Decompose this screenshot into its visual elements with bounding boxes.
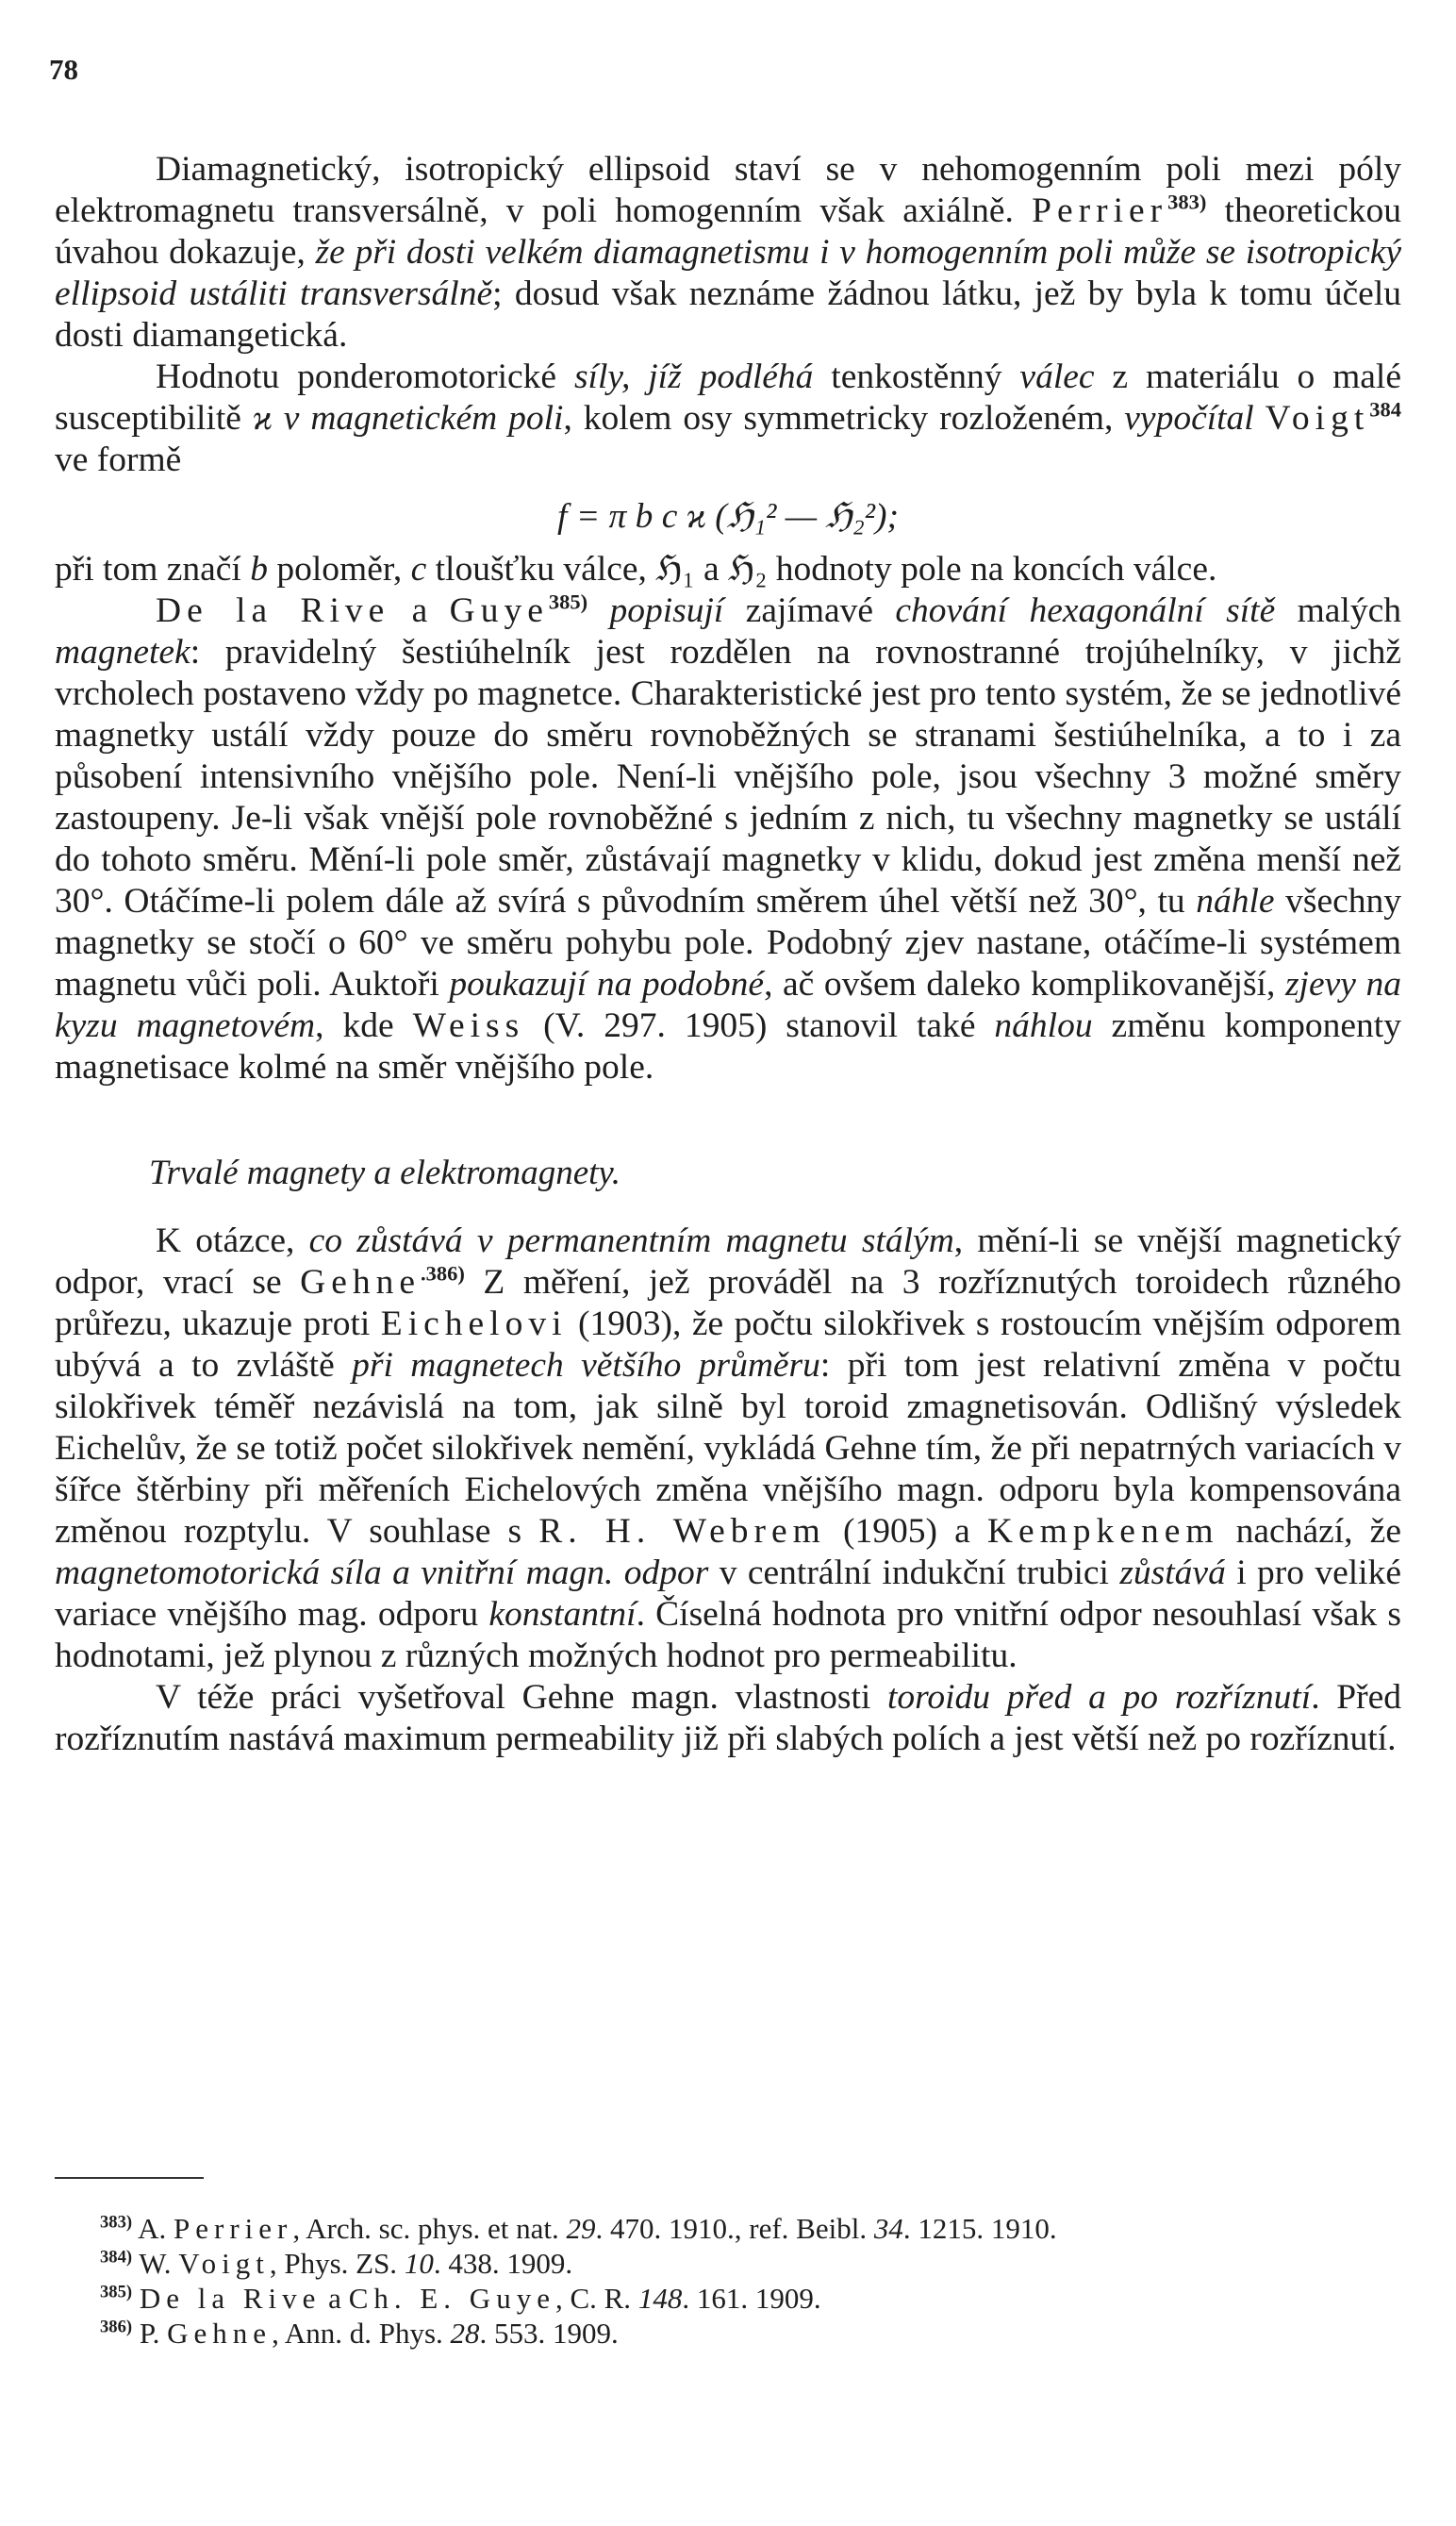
- footnote-385: [55, 2281, 1401, 2316]
- text-run: [587, 591, 609, 630]
- emphasis-text: náhle: [1196, 882, 1275, 921]
- text-run: a: [321, 2282, 349, 2315]
- reference-number: 383): [1167, 190, 1207, 214]
- author-name: R. H. Webrem: [538, 1512, 826, 1551]
- text-run: . 438. 1909.: [433, 2247, 573, 2280]
- author-name: Voigt: [178, 2247, 270, 2280]
- author-name: De la Rive: [139, 2282, 322, 2315]
- author-name: Guye: [449, 591, 549, 630]
- text-run: . 553. 1909.: [479, 2317, 619, 2350]
- reference-number: 383): [100, 2212, 133, 2233]
- author-name: Eichelovi: [380, 1305, 568, 1343]
- text-run: poloměr,: [267, 550, 411, 589]
- author-name: De la Rive: [156, 591, 390, 630]
- footnote-rule: [55, 2177, 204, 2179]
- emphasis-text: zjevy na kyzu magnetovém: [55, 965, 1401, 1045]
- text-run: nachází, že: [1218, 1512, 1401, 1551]
- text-run: K otázce,: [156, 1221, 309, 1260]
- paragraph-hexagonal-net: [55, 590, 1401, 1089]
- emphasis-text: co zůstává v permanentním magnetu stálým: [308, 1221, 954, 1260]
- text-run: A.: [132, 2212, 174, 2245]
- footnotes: [55, 2211, 1401, 2351]
- footnote-386: [55, 2316, 1401, 2351]
- text-run: Diamagnetický, isotropický ellipsoid staví se v nehomogenním poli mezi póly elektromagnetu transversálně, v poli homogenním však axiálně.: [55, 150, 1401, 230]
- emphasis-text: b: [250, 550, 268, 589]
- text-run: ve formě: [55, 440, 182, 479]
- paragraph-permanent-magnets: [55, 1221, 1401, 1677]
- text-run: , Arch. sc. phys. et nat.: [292, 2212, 567, 2245]
- text-run: při tom značí: [55, 550, 251, 589]
- text-run: . Před rozříznutím nastává maximum permeability již při slabých polích a jest větší než po rozříznutí.: [55, 1678, 1401, 1758]
- text-run: tloušťku válce, ℌ₁ a ℌ₂ hodnoty pole na koncích válce.: [426, 550, 1217, 589]
- section-heading: Trvalé magnety a elektromagnety.: [149, 1154, 621, 1192]
- text-run: ; dosud však neznáme žádnou látku, jež by byla k tomu účelu dosti diamangetická.: [55, 274, 1401, 355]
- text-run: : pravidelný šestiúhelník jest rozdělen na rovnostranné trojúhelníky, v jichž vrcholech postaveno vždy po magnetce. Charakteristické jest pro tento systém, že se jednotlivé magnetky ustálí vždy pouze do směru rovnoběžných se stranami šestiúhelníka, a to i za působení intensivního vnějšího pole. Není-li vnějšího pole, jsou všechny 3 možné směry zastoupeny. Je-li však vnější pole rovnoběžné s jedním z nich, tu všechny magnetky se ustálí do tohoto směru. Mění-li pole směr, zůstávají magnetky v klidu, dokud jest změna menší než 30°. Otáčíme-li polem dále až svírá s původním směrem úhel větší než 30°, tu: [55, 633, 1401, 921]
- author-name: Gehne: [167, 2317, 273, 2350]
- emphasis-text: 34: [873, 2212, 903, 2245]
- text-run: z materiálu o malé susceptibilitě: [55, 357, 1401, 438]
- emphasis-text: 28: [450, 2317, 480, 2350]
- text-run: . 161. 1909.: [682, 2282, 821, 2315]
- text-run: i pro veliké variace vnějšího mag. odporu: [55, 1554, 1401, 1634]
- emphasis-text: c: [410, 550, 427, 589]
- paragraph-ellipsoid: [55, 149, 1401, 357]
- emphasis-text: ϰ v magnetickém poli: [252, 399, 564, 438]
- text-run: malých: [1275, 591, 1401, 630]
- emphasis-text: 10: [404, 2247, 434, 2280]
- emphasis-text: síly, jíž podléhá: [573, 357, 814, 396]
- paragraph-toroid: [55, 1677, 1401, 1760]
- body-text: [55, 149, 1401, 1760]
- text-run: , mění-li se vnější magnetický odpor, vrací se: [55, 1221, 1401, 1302]
- reference-number: 384: [1369, 397, 1401, 422]
- emphasis-text: zůstává: [1119, 1554, 1226, 1592]
- footnote-384: [55, 2246, 1401, 2281]
- text-run: . Číselná hodnota pro vnitřní odpor nesouhlasí však s hodnotami, jež plynou z různých možných hodnot pro permeabilitu.: [55, 1595, 1401, 1675]
- emphasis-text: poukazují na podobné: [449, 965, 765, 1004]
- text-run: Hodnotu ponderomotorické: [156, 357, 574, 396]
- author-name: Voigt: [1265, 399, 1370, 438]
- emphasis-text: magnetek: [55, 633, 190, 672]
- emphasis-text: náhlou: [994, 1006, 1093, 1045]
- text-run: (V. 297. 1905) stanovil také: [524, 1006, 995, 1045]
- emphasis-text: že při dosti velkém diamagnetismu i v homogenním poli může se isotropický ellipsoid ustáliti transversálně: [55, 233, 1401, 313]
- text-run: tenkostěnný: [813, 357, 1020, 396]
- footnote-383: [55, 2211, 1401, 2246]
- emphasis-text: toroidu před a po rozříznutí: [886, 1678, 1312, 1717]
- text-run: , ač ovšem daleko komplikovanější,: [764, 965, 1285, 1004]
- text-run: theoretickou úvahou dokazuje,: [55, 191, 1401, 272]
- text-run: V téže práci vyšetřoval Gehne magn. vlastnosti: [156, 1678, 887, 1717]
- emphasis-text: chování hexagonální sítě: [895, 591, 1276, 630]
- emphasis-text: 148: [637, 2282, 683, 2315]
- emphasis-text: vypočítal: [1124, 399, 1254, 438]
- text-run: Z měření, jež prováděl na 3 rozříznutých toroidech různého průřezu, ukazuje proti: [55, 1263, 1401, 1343]
- page-number: 78: [49, 53, 78, 86]
- text-run: , C. R.: [554, 2282, 638, 2315]
- text-run: . 1215. 1910.: [902, 2212, 1057, 2245]
- text-run: všechny magnetky se stočí o 60° ve směru pohybu pole. Podobný zjev nastane, otáčíme-li systémem magnetu vůči poli. Auktoři: [55, 882, 1401, 1004]
- text-run: (1903), že počtu silokřivek s rostoucím vnějším odporem ubývá a to zvláště: [55, 1305, 1401, 1385]
- text-run: [1254, 399, 1266, 438]
- paragraph-ponderomotive-force: [55, 357, 1401, 481]
- text-run: zajímavé: [723, 591, 896, 630]
- reference-number: 386): [100, 2317, 133, 2337]
- reference-number: 385): [548, 590, 588, 614]
- text-run: : při tom jest relativní změna v počtu silokřivek téměř nezávislá na tom, jak silně byl toroid zmagnetisován. Odlišný výsledek Eichelův, že se totiž počet silokřivek nemění, vykládá Gehne tím, že při nepatrných variacích v šířce štěrbiny při měřeních Eichelových změna vnějšího magn. odporu byla kompensována změnou rozptylu. V souhlase s: [55, 1346, 1402, 1551]
- text-run: a: [389, 591, 450, 630]
- author-name: Gehne: [300, 1263, 422, 1302]
- paragraph-formula-explanation: [55, 549, 1401, 590]
- emphasis-text: konstantní: [488, 1595, 637, 1634]
- text-run: , Phys. ZS.: [269, 2247, 405, 2280]
- text-run: změnu komponenty magnetisace kolmé na směr vnějšího pole.: [55, 1006, 1401, 1087]
- emphasis-text: při magnetech většího průměru: [352, 1346, 820, 1385]
- text-run: P.: [132, 2317, 168, 2350]
- formula: f = π b c ϰ (ℌ₁² — ℌ₂²);: [557, 497, 899, 536]
- author-name: Weiss: [412, 1006, 525, 1045]
- emphasis-text: 29: [566, 2212, 596, 2245]
- text-run: , Ann. d. Phys.: [272, 2317, 451, 2350]
- reference-number: .386): [421, 1261, 465, 1286]
- text-run: W.: [132, 2247, 179, 2280]
- text-run: [132, 2282, 140, 2315]
- emphasis-text: válec: [1019, 357, 1095, 396]
- emphasis-text: magnetomotorická síla a vnitřní magn. odpor: [55, 1554, 709, 1592]
- reference-number: 384): [100, 2247, 133, 2268]
- author-name: Perrier: [174, 2212, 293, 2245]
- reference-number: 385): [100, 2282, 133, 2302]
- author-name: Ch. E. Guye: [348, 2282, 555, 2315]
- text-run: , kde: [315, 1006, 413, 1045]
- text-run: . 470. 1910., ref. Beibl.: [595, 2212, 874, 2245]
- text-run: (1905) a: [825, 1512, 987, 1551]
- text-run: v centrální indukční trubici: [708, 1554, 1120, 1592]
- text-run: , kolem osy symmetricky rozloženém,: [563, 399, 1125, 438]
- author-name: Kempkenem: [986, 1512, 1219, 1551]
- emphasis-text: popisují: [609, 591, 724, 630]
- author-name: Perrier: [1032, 191, 1168, 230]
